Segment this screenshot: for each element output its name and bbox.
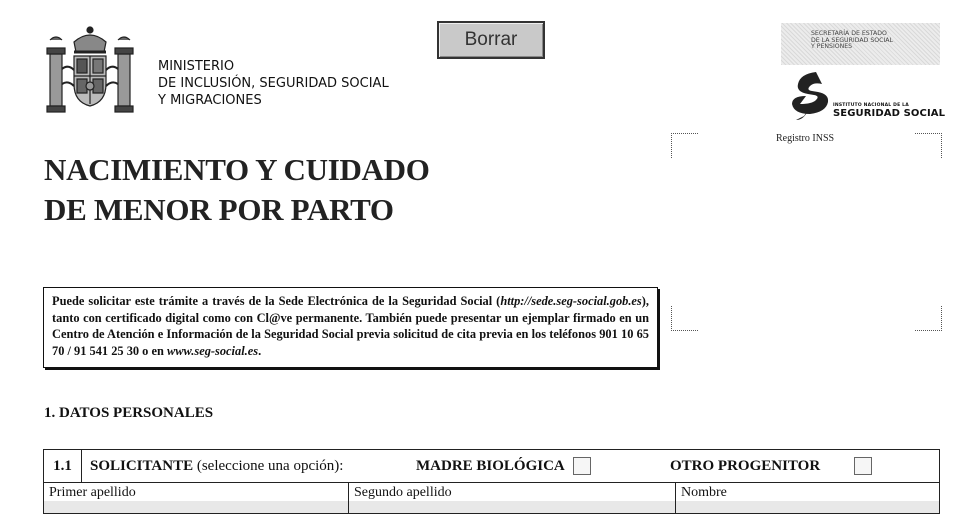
secretaria-line-1: SECRETARÍA DE ESTADO [811,30,887,37]
solicitante-hint: (seleccione una opción): [193,457,344,474]
solicitante-label [90,458,343,475]
registro-corner-bottom-left [671,306,698,331]
solicitante-title: SOLICITANTE [90,457,194,474]
nombre-field[interactable] [676,483,939,513]
title-line-2: DE MENOR POR PARTO [44,192,394,227]
notice-text-1: Puede solicitar este trámite a través de la Sede Electrónica de la Seguridad Social ( [52,294,501,308]
primer-apellido-field[interactable] [44,483,349,513]
seg-social-link[interactable]: www.seg-social.es [166,343,259,358]
secretaria-line-2: DE LA SEGURIDAD SOCIAL [811,36,893,44]
personal-data-table [43,449,940,514]
registro-label: Registro INSS [776,133,835,144]
solicitante-row [44,450,939,483]
registro-corner-top-left [671,133,698,158]
title-line-1: NACIMIENTO Y CUIDADO [44,152,430,187]
inss-big-text: SEGURIDAD SOCIAL [833,108,946,119]
section-title: 1. DATOS PERSONALES [44,405,214,421]
coat-of-arms-logo [44,24,136,120]
inss-small-text: INSTITUTO NACIONAL DE LA [833,103,909,108]
secretaria-line-3: Y PENSIONES [811,43,853,51]
registro-corner-bottom-right [915,306,942,331]
ministry-name [158,58,389,109]
sede-link[interactable]: http://sede.seg-social.gob.es [500,294,642,308]
primer-apellido-label: Primer apellido [49,485,136,500]
ministry-line-3: Y MIGRACIONES [158,93,262,108]
row-number: 1.1 [44,450,82,482]
option-otro-label: OTRO PROGENITOR [670,457,821,474]
option-otro-progenitor [670,450,872,482]
option-madre-label: MADRE BIOLÓGICA [416,457,565,474]
page-title [44,150,430,230]
registro-corner-top-right [915,133,942,158]
madre-biologica-checkbox[interactable] [573,457,591,475]
notice-text-2: ), tanto con certificado digital como con Cl@ve permanente. También puede presentar un ejemplar firmado en un Centro de Atención e Información de la Seguridad Social previa solicitud de cita previa en los teléfonos 901 10 65 70 / 91 541 25 30 o en [52,294,649,358]
secretaria-label-box [781,23,940,65]
clear-button[interactable]: Borrar [437,21,545,59]
ministry-line-2: DE INCLUSIÓN, SEGURIDAD SOCIAL [158,76,389,91]
seguridad-social-logo-icon [786,70,838,122]
notice-text-3: . [258,343,262,358]
segundo-apellido-label: Segundo apellido [354,485,452,500]
name-fields-row [44,483,939,513]
ministry-line-1: MINISTERIO [158,59,235,74]
segundo-apellido-field[interactable] [349,483,676,513]
nombre-label: Nombre [681,485,727,500]
inss-name [833,103,945,120]
otro-progenitor-checkbox[interactable] [854,457,872,475]
notice-box [43,287,658,368]
option-madre-biologica [416,450,591,482]
